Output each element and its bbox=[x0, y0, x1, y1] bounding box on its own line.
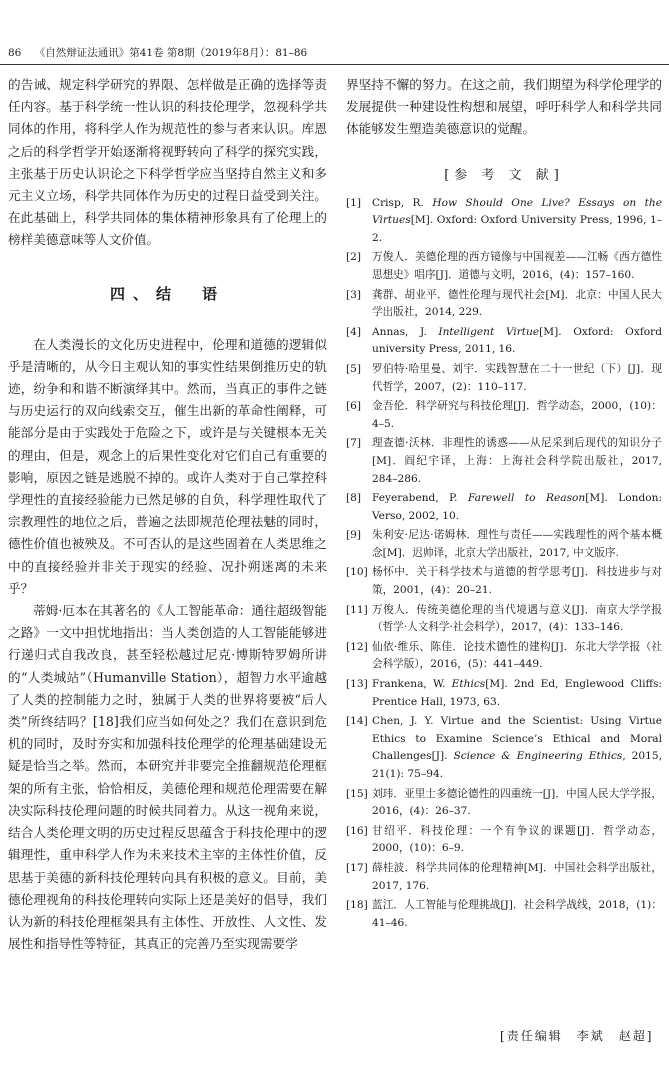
reference-item bbox=[346, 564, 662, 599]
reference-text: Frankena, W. Ethics[M]. 2nd Ed, Englewood Cliffs: Prentice Hall, 1973, 63. bbox=[372, 678, 662, 708]
reference-text: 朱利安·尼达·诺姆林．理性与责任——实践理性的两个基本概念[M]．迟帅译，北京大学出版社，2017, 中文版序. bbox=[372, 529, 662, 559]
reference-text: 甘绍平．科技伦理：一个有争议的课题[J]．哲学动态，2000，(10)：6–9. bbox=[372, 824, 662, 855]
left-column bbox=[8, 74, 327, 955]
reference-number: [10] bbox=[346, 566, 368, 579]
reference-item bbox=[346, 361, 662, 396]
reference-text: Annas, J. Intelligent Virtue[M]. Oxford: Oxford university Press, 2011, 16. bbox=[372, 325, 662, 356]
reference-number: [16] bbox=[346, 824, 368, 837]
continuation-paragraph: 界坚持不懈的努力。在这之前，我们期望为科学伦理学的发展提供一种建设性构想和展望，呼吁科学人和科学共同体能够发生塑造美德意识的觉醒。 bbox=[346, 77, 662, 137]
reference-item bbox=[346, 435, 662, 488]
reference-number: [3] bbox=[346, 288, 362, 301]
reference-item bbox=[346, 249, 662, 284]
reference-text: 万俊人．传统美德伦理的当代境遇与意义[J]．南京大学学报（哲学·人文科学·社会科学），2017，(4)：133–146. bbox=[372, 603, 662, 634]
references-title: [参 考 文 献] bbox=[444, 167, 564, 183]
reference-item bbox=[346, 527, 662, 562]
reference-item bbox=[346, 676, 662, 711]
reference-item bbox=[346, 713, 662, 783]
reference-number: [14] bbox=[346, 715, 368, 728]
reference-number: [11] bbox=[346, 603, 368, 616]
reference-text: 仙依·维乐、陈佳．论技术德性的建构[J]．东北大学学报（社会科学版），2016，(5)：441–449. bbox=[372, 640, 662, 671]
reference-number: [17] bbox=[346, 861, 368, 874]
editor-credit: [责任编辑 李斌 赵超] bbox=[500, 1029, 654, 1043]
journal-citation: 《自然辩证法通讯》第41卷 第8期（2019年8月）：81–86 bbox=[34, 47, 308, 59]
reference-item bbox=[346, 860, 662, 895]
reference-text: 万俊人．美德伦理的西方镜像与中国视差——江畅《西方德性思想史》唱序[J]．道德与文明，2016，(4)：157–160. bbox=[372, 251, 662, 281]
reference-item bbox=[346, 324, 662, 359]
conclusion-paragraph: 蒂姆·厄本在其著名的《人工智能革命：通往超级智能之路》一文中担忧地指出：当人类创造的人工智能能够进行递归式自我改良，甚至轻松越过尼克·博斯特罗姆所讲的“人类城站”（Humanville Station），超智力水平逾越了人类的控制能力之时，独属于人类的世界将要被“后人类”所终结吗？[18]我们应当如何处之？我们在意识到危机的同时，及时夯实和加强科技伦理学的伦理基础建设无疑是恰当之举。然而，本研究并非要完全推翻规范伦理框架的所有主张，恰恰相反，美德伦理和规范伦理需要在解决实际科技伦理问题的时候共同着力。从这一视角来说，结合人类伦理文明的历史过程反思蕴含于科技伦理中的逻辑理性，重申科学人作为未来技术主宰的主体性价值，反思基于美德的新科技伦理转向具有积极的意义。目前，美德伦理视角的科技伦理转向实际上还是美好的倡导，我们认为新的科技伦理框架具有主体性、开放性、人文性、发展性和指导性等特征，其真正的完善乃至实现需要学 bbox=[8, 603, 327, 952]
reference-text: 薛桂波．科学共同体的伦理精神[M]．中国社会科学出版社，2017, 176. bbox=[372, 861, 662, 892]
reference-text: Chen, J. Y. Virtue and the Scientist: Using Virtue Ethics to Examine Science’s Ethical and Moral Challenges[J]. Science & Engineering Ethics, 2015, 21(1): 75–94. bbox=[372, 715, 662, 781]
header-rule bbox=[0, 64, 669, 65]
intro-paragraph: 的告诫、规定科学研究的界限、怎样做是正确的选择等责任内容。基于科学统一性认识的科技伦理学，忽视科学共同体的作用，将科学人作为规范性的参与者来认识。库恩之后的科学哲学开始逐渐将视野转向了科学的探究实践，主张基于历史认识论之下科学哲学应当坚持自然主义和多元主义立场，科学共同体作为历史的过程日益受到关注。在此基础上，科学共同体的集体精神形象具有了伦理上的榜样美德意味等人文价值。 bbox=[8, 77, 327, 248]
reference-text: 杨怀中．关于科学技术与道德的哲学思考[J]．科技进步与对策，2001，(4)：20–21. bbox=[372, 566, 662, 597]
reference-number: [7] bbox=[346, 437, 362, 450]
reference-text: 刘玮．亚里士多德论德性的四重统一[J]．中国人民大学学报，2016，(4)：26–37. bbox=[372, 787, 662, 818]
right-column bbox=[346, 74, 662, 934]
reference-text: 蓝江．人工智能与伦理挑战[J]．社会科学战线，2018，(1)：41–46. bbox=[372, 899, 662, 929]
running-header bbox=[8, 46, 658, 60]
editor-names: 李斌 赵超 bbox=[576, 1029, 647, 1043]
reference-number: [5] bbox=[346, 362, 362, 375]
reference-text: 龚群、胡业平．德性伦理与现代社会[M]．北京：中国人民大学出版社，2014, 229. bbox=[372, 288, 662, 319]
reference-item bbox=[346, 195, 662, 248]
page-number: 86 bbox=[8, 47, 22, 59]
editor-label: 责任编辑 bbox=[506, 1029, 563, 1043]
reference-item bbox=[346, 786, 662, 821]
conclusion-paragraph: 在人类漫长的文化历史进程中，伦理和道德的逻辑似乎是清晰的，从今日主观认知的事实性结果倒推历史的轨迹，纷争和和谐不断演绎其中。然而，当真正的事件之链与历史运行的双向线索交互，催生出新的革命性阐释，可能部分是由于实践处于危险之下，或许是与关键根本无关的理由，但是，观念上的后果性变化对它们自己有重要的影响，原因之链是逃脱不掉的。或许人类对于自己掌控科学理性的直接经验能力已然足够的自负，科学理性取代了宗教理性的地位之后，普遍之法即规范伦理祛魅的同时，德性价值也被殃及。不可否认的是这些固着在人类思维之中的直接经验并非关于现实的经验、况扑朔迷离的未来乎？ bbox=[8, 336, 327, 596]
reference-number: [2] bbox=[346, 251, 362, 264]
reference-number: [8] bbox=[346, 492, 362, 505]
reference-text: 金吾伦．科学研究与科技伦理[J]．哲学动态，2000，(10)：4–5. bbox=[372, 400, 662, 430]
references-list bbox=[346, 195, 662, 933]
reference-text: Feyerabend, P. Farewell to Reason[M]. London: Verso, 2002, 10. bbox=[372, 492, 663, 522]
section-title: 四、结 语 bbox=[109, 284, 225, 303]
reference-number: [15] bbox=[346, 787, 368, 800]
reference-item bbox=[346, 398, 662, 433]
reference-item bbox=[346, 602, 662, 637]
reference-item bbox=[346, 823, 662, 858]
reference-item bbox=[346, 639, 662, 674]
reference-text: 罗伯特·哈里曼、刘宇．实践智慧在二十一世纪（下）[J]．现代哲学，2007，(2)：110–117. bbox=[372, 362, 662, 393]
reference-number: [9] bbox=[346, 529, 362, 542]
reference-number: [1] bbox=[346, 196, 362, 209]
reference-number: [18] bbox=[346, 899, 368, 912]
reference-number: [4] bbox=[346, 325, 362, 338]
reference-number: [6] bbox=[346, 400, 362, 413]
reference-text: Crisp, R. How Should One Live? Essays on the Virtues[M]. Oxford: Oxford University Press, 1996, 1–2. bbox=[372, 196, 662, 244]
reference-number: [13] bbox=[346, 678, 368, 691]
reference-item bbox=[346, 490, 662, 525]
reference-item bbox=[346, 897, 662, 932]
reference-text: 理查德·沃林．非理性的诱惑——从尼采到后现代的知识分子[M]．阎纪宇译，上海：上海社会科学院出版社，2017, 284–286. bbox=[372, 437, 662, 485]
reference-item bbox=[346, 287, 662, 322]
reference-number: [12] bbox=[346, 640, 368, 653]
